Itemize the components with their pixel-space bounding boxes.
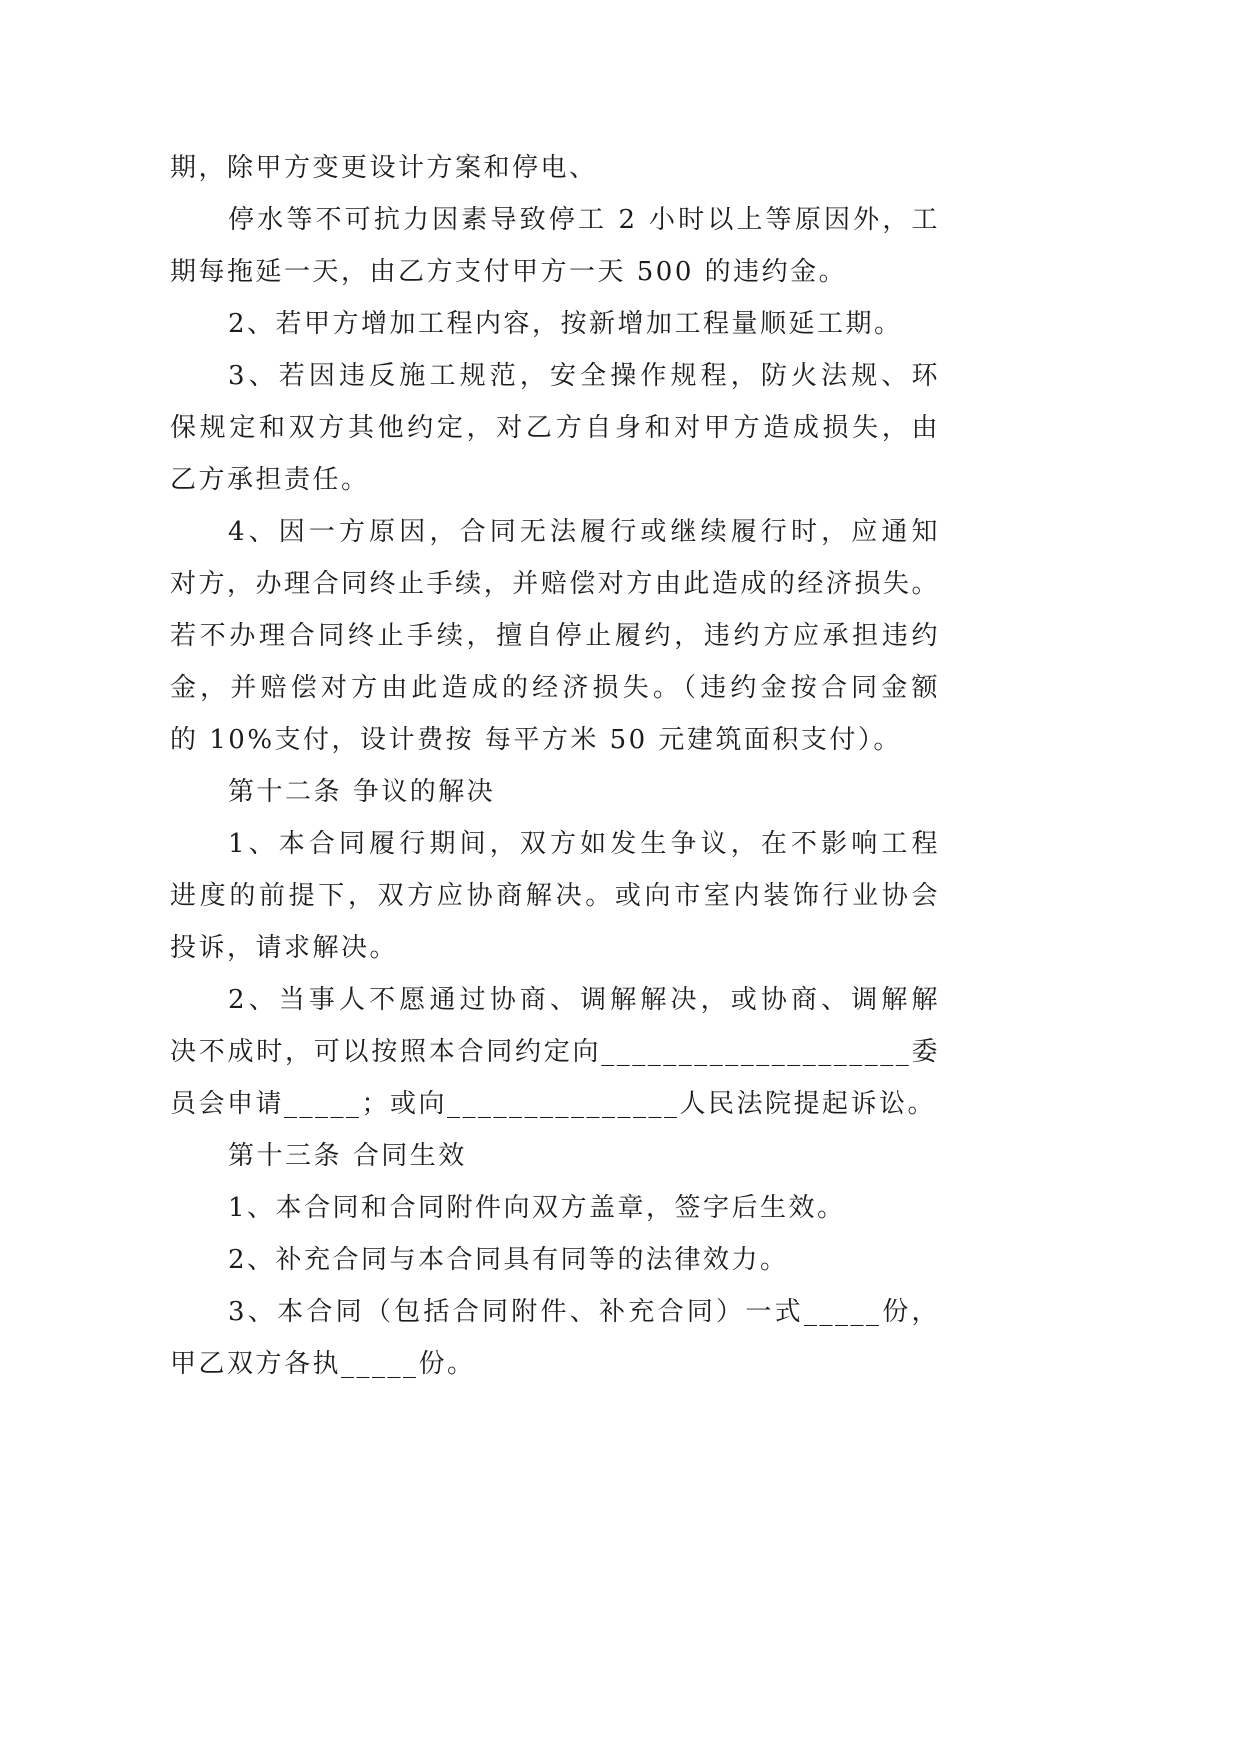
article-12-title: 第十二条 争议的解决	[228, 777, 496, 807]
text-line: 保规定和双方其他约定，对乙方自身和对甲方造成损失，由	[170, 413, 940, 443]
text-line: 投诉，请求解决。	[170, 933, 399, 963]
text-line: 3、若因违反施工规范，安全操作规程，防火法规、环	[228, 361, 940, 391]
paragraph	[170, 298, 1241, 350]
text-line: 决不成时，可以按照本合同约定向____________________委	[170, 1037, 940, 1067]
text-line: 员会申请_____；或向_______________人民法院提起诉讼。	[170, 1089, 937, 1119]
paragraph	[170, 1286, 1241, 1390]
text-line: 进度的前提下，双方应协商解决。或向市室内装饰行业协会	[170, 881, 940, 911]
paragraph	[170, 818, 1241, 974]
text-line: 停水等不可抗力因素导致停工 2 小时以上等原因外，工	[228, 205, 940, 235]
paragraph	[170, 194, 1241, 298]
text-line: 期每拖延一天，由乙方支付甲方一天 500 的违约金。	[170, 257, 848, 287]
text-line: 甲乙双方各执_____份。	[170, 1349, 476, 1379]
text-line: 3、本合同（包括合同附件、补充合同）一式_____份，	[228, 1297, 940, 1327]
text-line: 的 10%支付，设计费按 每平方米 50 元建筑面积支付）。	[170, 725, 902, 755]
paragraph	[170, 1182, 1241, 1234]
article-heading	[170, 1130, 1241, 1182]
text-line: 1、本合同履行期间，双方如发生争议，在不影响工程	[228, 829, 940, 859]
paragraph	[170, 1234, 1241, 1286]
paragraph-continuation	[170, 142, 1241, 194]
text-line: 2、若甲方增加工程内容，按新增加工程量顺延工期。	[228, 309, 903, 339]
article-13-title: 第十三条 合同生效	[228, 1141, 467, 1171]
article-heading	[170, 766, 1241, 818]
paragraph	[170, 974, 1241, 1130]
text-line: 期，除甲方变更设计方案和停电、	[170, 153, 598, 183]
paragraph	[170, 350, 1241, 506]
text-line: 2、当事人不愿通过协商、调解解决，或协商、调解解	[228, 985, 940, 1015]
text-line: 若不办理合同终止手续，擅自停止履约，违约方应承担违约	[170, 621, 940, 651]
paragraph	[170, 506, 1241, 766]
text-line: 对方，办理合同终止手续，并赔偿对方由此造成的经济损失。	[170, 569, 940, 599]
text-line: 4、因一方原因，合同无法履行或继续履行时，应通知	[228, 517, 940, 547]
text-line: 乙方承担责任。	[170, 465, 370, 495]
text-line: 2、补充合同与本合同具有同等的法律效力。	[228, 1245, 789, 1275]
text-line: 1、本合同和合同附件向双方盖章，签字后生效。	[228, 1193, 846, 1223]
text-line: 金，并赔偿对方由此造成的经济损失。（违约金按合同金额	[170, 673, 940, 703]
